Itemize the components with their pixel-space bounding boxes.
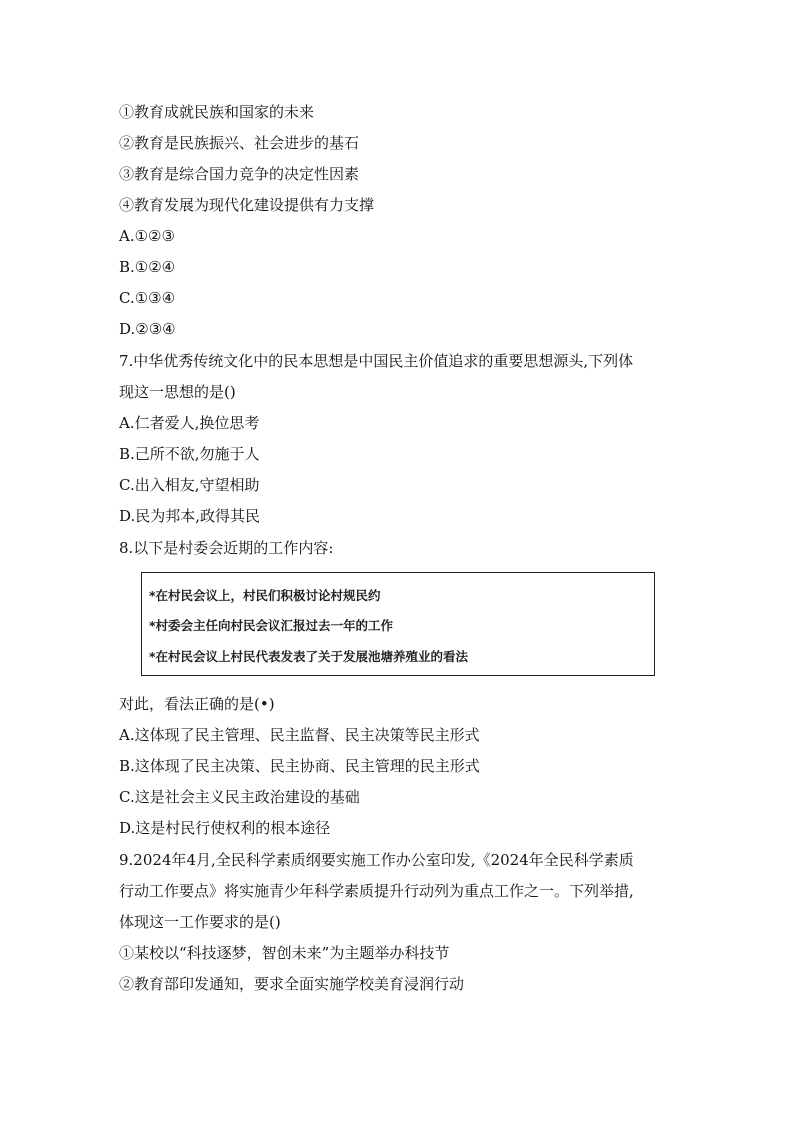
question-8-answer-a: A.这体现了民主管理、民主监督、民主决策等民主形式 [119, 726, 480, 744]
option-line-4: ④教育发展为现代化建设提供有力支撑 [119, 196, 375, 214]
answer-a: A.①②③ [119, 227, 175, 245]
option-line-2: ②教育是民族振兴、社会进步的基石 [119, 134, 360, 152]
answer-d: D.②③④ [119, 320, 176, 338]
answer-b: B.①②④ [119, 258, 176, 276]
question-7-line-2: 现这一思想的是() [119, 383, 236, 401]
question-8-prompt: 对此，看法正确的是(•) [119, 695, 275, 713]
question-8-stem: 8.以下是村委会近期的工作内容: [119, 539, 334, 557]
work-content-box [141, 572, 655, 676]
box-item-2: *村委会主任向村民会议汇报过去一年的工作 [149, 618, 394, 633]
question-9-option-1: ①某校以“科技逐梦，智创未来”为主题举办科技节 [119, 944, 450, 962]
answer-c: C.①③④ [119, 289, 176, 307]
question-7-answer-d: D.民为邦本,政得其民 [119, 507, 261, 525]
question-8-answer-c: C.这是社会主义民主政治建设的基础 [119, 788, 360, 806]
question-8-answer-b: B.这体现了民主决策、民主协商、民主管理的民主形式 [119, 757, 480, 775]
question-7-line-1: 7.中华优秀传统文化中的民本思想是中国民主价值追求的重要思想源头,下列体 [119, 352, 634, 370]
question-8-answer-d: D.这是村民行使权利的根本途径 [119, 819, 331, 837]
box-item-3: *在村民会议上村民代表发表了关于发展池塘养殖业的看法 [149, 649, 469, 664]
question-9-line-3: 体现这一工作要求的是() [119, 913, 281, 931]
option-line-3: ③教育是综合国力竞争的决定性因素 [119, 165, 360, 183]
question-7-answer-a: A.仁者爱人,换位思考 [119, 414, 260, 432]
question-9-line-2: 行动工作要点》将实施青少年科学素质提升行动列为重点工作之一。下列举措, [119, 882, 634, 900]
question-9-line-1: 9.2024年4月,全民科学素质纲要实施工作办公室印发,《2024年全民科学素质 [119, 851, 634, 869]
question-7-answer-b: B.己所不欲,勿施于人 [119, 445, 260, 463]
question-7-answer-c: C.出入相友,守望相助 [119, 476, 260, 494]
box-item-1: *在村民会议上，村民们积极讨论村规民约 [149, 588, 381, 603]
option-line-1: ①教育成就民族和国家的未来 [119, 103, 315, 121]
question-9-option-2: ②教育部印发通知，要求全面实施学校美育浸润行动 [119, 975, 465, 993]
